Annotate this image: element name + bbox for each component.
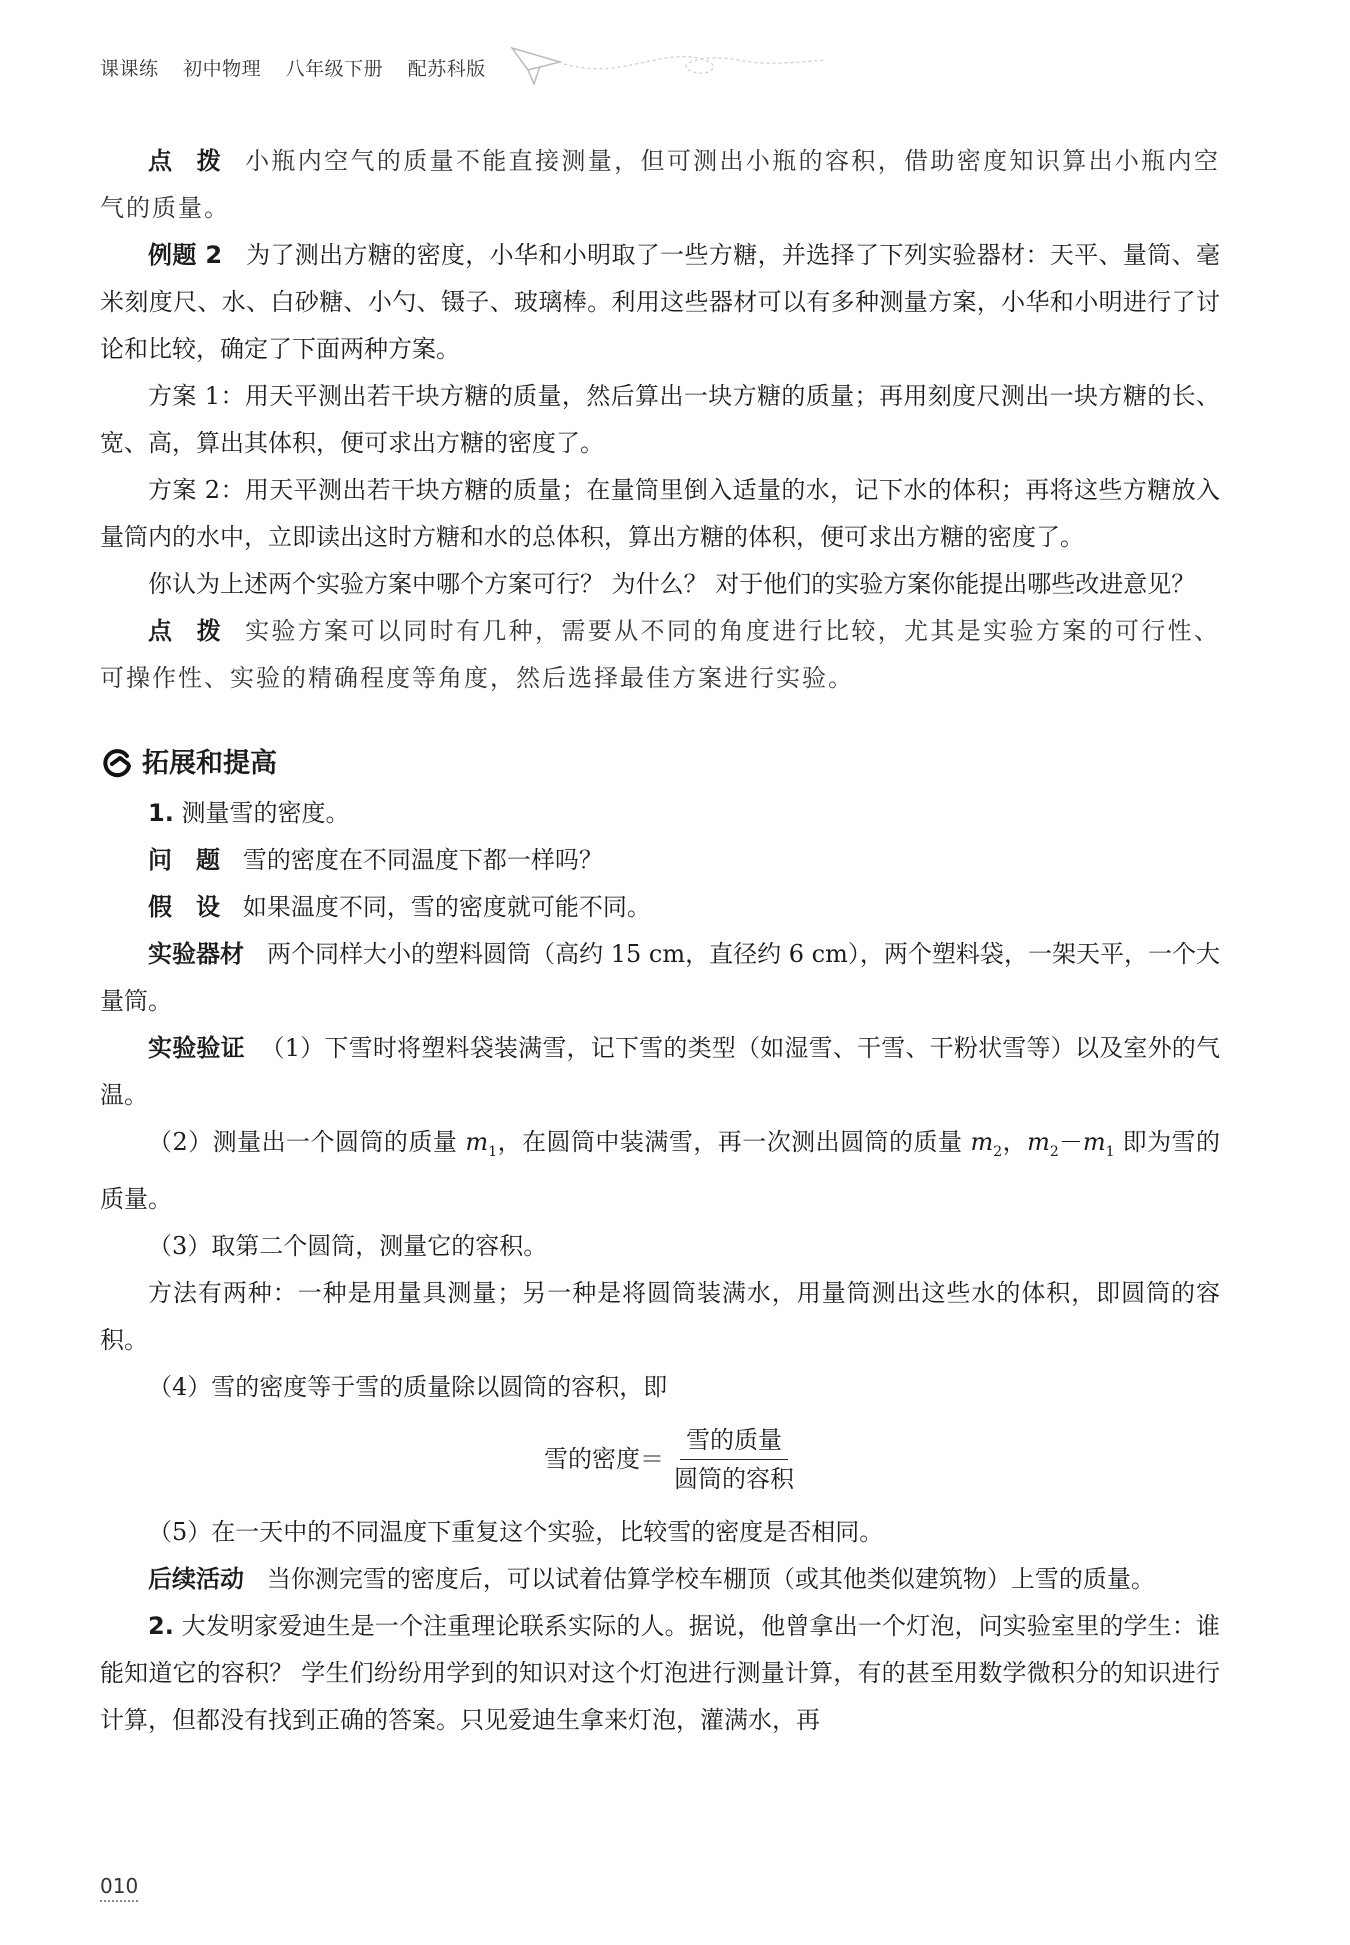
equipment-paragraph (100, 931, 1220, 1025)
question-line (100, 837, 1220, 884)
series-name: 课课练 (100, 58, 159, 80)
page-content (100, 138, 1220, 1744)
paper-plane-icon (508, 40, 828, 90)
step-2-text-b: ，在圆筒中装满雪，再一次测出圆筒的质量 (497, 1128, 971, 1156)
plan-2-paragraph: 方案 2：用天平测出若干块方糖的质量；在量筒里倒入适量的水，记下水的体积；再将这些方糖放入量筒内的水中，立即读出这时方糖和水的总体积，算出方糖的体积，便可求出方糖的密度了。 (100, 476, 1220, 551)
hypothesis-label: 假 设 (148, 893, 220, 921)
hint-text: 实验方案可以同时有几种，需要从不同的角度进行比较，尤其是实验方案的可行性、可操作性、实验的精确程度等角度，然后选择最佳方案进行实验。 (100, 617, 1221, 692)
question-paragraph: 你认为上述两个实验方案中哪个方案可行？ 为什么？ 对于他们的实验方案你能提出哪些改进意见？ (148, 570, 1196, 598)
hint-text: 小瓶内空气的质量不能直接测量，但可测出小瓶的容积，借助密度知识算出小瓶内空气的质量。 (100, 147, 1221, 222)
question-label: 问 题 (148, 846, 220, 874)
subscript: 2 (1049, 1143, 1059, 1160)
mass-symbol: m (970, 1128, 994, 1156)
equipment-label: 实验器材 (148, 940, 245, 968)
subject-name: 初中物理 (183, 58, 262, 80)
subscript: 1 (488, 1143, 498, 1160)
hint-paragraph-2 (100, 608, 1220, 702)
item-1-title (100, 790, 1220, 837)
equipment-text: 两个同样大小的塑料圆筒（高约 15 cm，直径约 6 cm），两个塑料袋，一架天平，一个大量筒。 (100, 940, 1221, 1015)
verify-paragraph (100, 1025, 1220, 1119)
grade-name: 八年级下册 (285, 58, 384, 80)
mass-symbol: m (1082, 1128, 1106, 1156)
edition-name: 配苏科版 (407, 58, 486, 80)
item-2-paragraph (100, 1603, 1220, 1744)
verify-label: 实验验证 (148, 1034, 245, 1062)
circular-arrow-icon (100, 746, 134, 780)
hint-label: 点 拨 (148, 147, 222, 175)
subscript: 2 (993, 1143, 1003, 1160)
page-number: 010 (100, 1874, 138, 1902)
minus-sign: － (1058, 1128, 1083, 1156)
section-heading (100, 740, 1220, 786)
question-text: 雪的密度在不同温度下都一样吗？ (242, 846, 603, 874)
page-header (100, 54, 504, 81)
follow-up-paragraph (100, 1556, 1220, 1603)
step-2-text-c: 即为雪的质量。 (100, 1128, 1221, 1213)
item-number: 1. (148, 799, 174, 827)
mass-symbol: m (465, 1128, 489, 1156)
step-2-text-a: （2）测量出一个圆筒的质量 (148, 1128, 466, 1156)
step-2-paragraph: （2）测量出一个圆筒的质量 $m_1$，在圆筒中装满雪，再一次测出圆筒的质量 $m_2$，$m_2-m_1$ 即为雪的质量。 (100, 1128, 1221, 1213)
formula-left: 雪的密度＝ (544, 1445, 664, 1474)
step-3-paragraph: （3）取第二个圆筒，测量它的容积。 (148, 1231, 548, 1260)
formula-numerator: 雪的质量 (680, 1421, 788, 1460)
formula-denominator: 圆筒的容积 (674, 1465, 794, 1494)
step-1-text: （1）下雪时将塑料袋装满雪，记下雪的类型（如湿雪、干雪、干粉状雪等）以及室外的气温。 (100, 1034, 1220, 1109)
step-4-paragraph: （4）雪的密度等于雪的质量除以圆筒的容积，即 (148, 1372, 668, 1401)
example-text: 为了测出方糖的密度，小华和小明取了一些方糖，并选择了下列实验器材：天平、量筒、毫米刻度尺、水、白砂糖、小勺、镊子、玻璃棒。利用这些器材可以有多种测量方案，小华和小明进行了讨论和比较，确定了下面两种方案。 (100, 241, 1220, 363)
hypothesis-line (100, 884, 1220, 931)
example-2-paragraph (100, 232, 1220, 373)
formula-fraction (668, 1421, 800, 1498)
hint-label: 点 拨 (148, 617, 222, 645)
plan-1-paragraph: 方案 1：用天平测出若干块方糖的质量，然后算出一块方糖的质量；再用刻度尺测出一块方糖的长、宽、高，算出其体积，便可求出方糖的密度了。 (100, 382, 1220, 457)
section-title: 拓展和提高 (142, 747, 277, 779)
follow-up-label: 后续活动 (148, 1564, 244, 1593)
density-formula (124, 1411, 1220, 1509)
mass-symbol: m (1027, 1128, 1050, 1156)
hint-paragraph-1 (100, 138, 1220, 232)
method-paragraph: 方法有两种：一种是用量具测量；另一种是将圆筒装满水，用量筒测出这些水的体积，即圆筒的容积。 (100, 1278, 1220, 1354)
step-5-paragraph: （5）在一天中的不同温度下重复这个实验，比较雪的密度是否相同。 (148, 1517, 884, 1546)
example-label: 例题 2 (148, 241, 223, 269)
follow-up-text: 当你测完雪的密度后，可以试着估算学校车棚顶（或其他类似建筑物）上雪的质量。 (266, 1564, 1155, 1593)
subscript: 1 (1105, 1143, 1115, 1160)
item-title: 测量雪的密度。 (181, 799, 350, 827)
item-2-text: 大发明家爱迪生是一个注重理论联系实际的人。据说，他曾拿出一个灯泡，问实验室里的学生：谁能知道它的容积？ 学生们纷纷用学到的知识对这个灯泡进行测量计算，有的甚至用数学微积分的知识进行计算，但都没有找到正确的答案。只见爱迪生拿来灯泡，灌满水，再 (100, 1611, 1220, 1734)
hypothesis-text: 如果温度不同，雪的密度就可能不同。 (242, 893, 651, 921)
item-number: 2. (148, 1611, 174, 1640)
